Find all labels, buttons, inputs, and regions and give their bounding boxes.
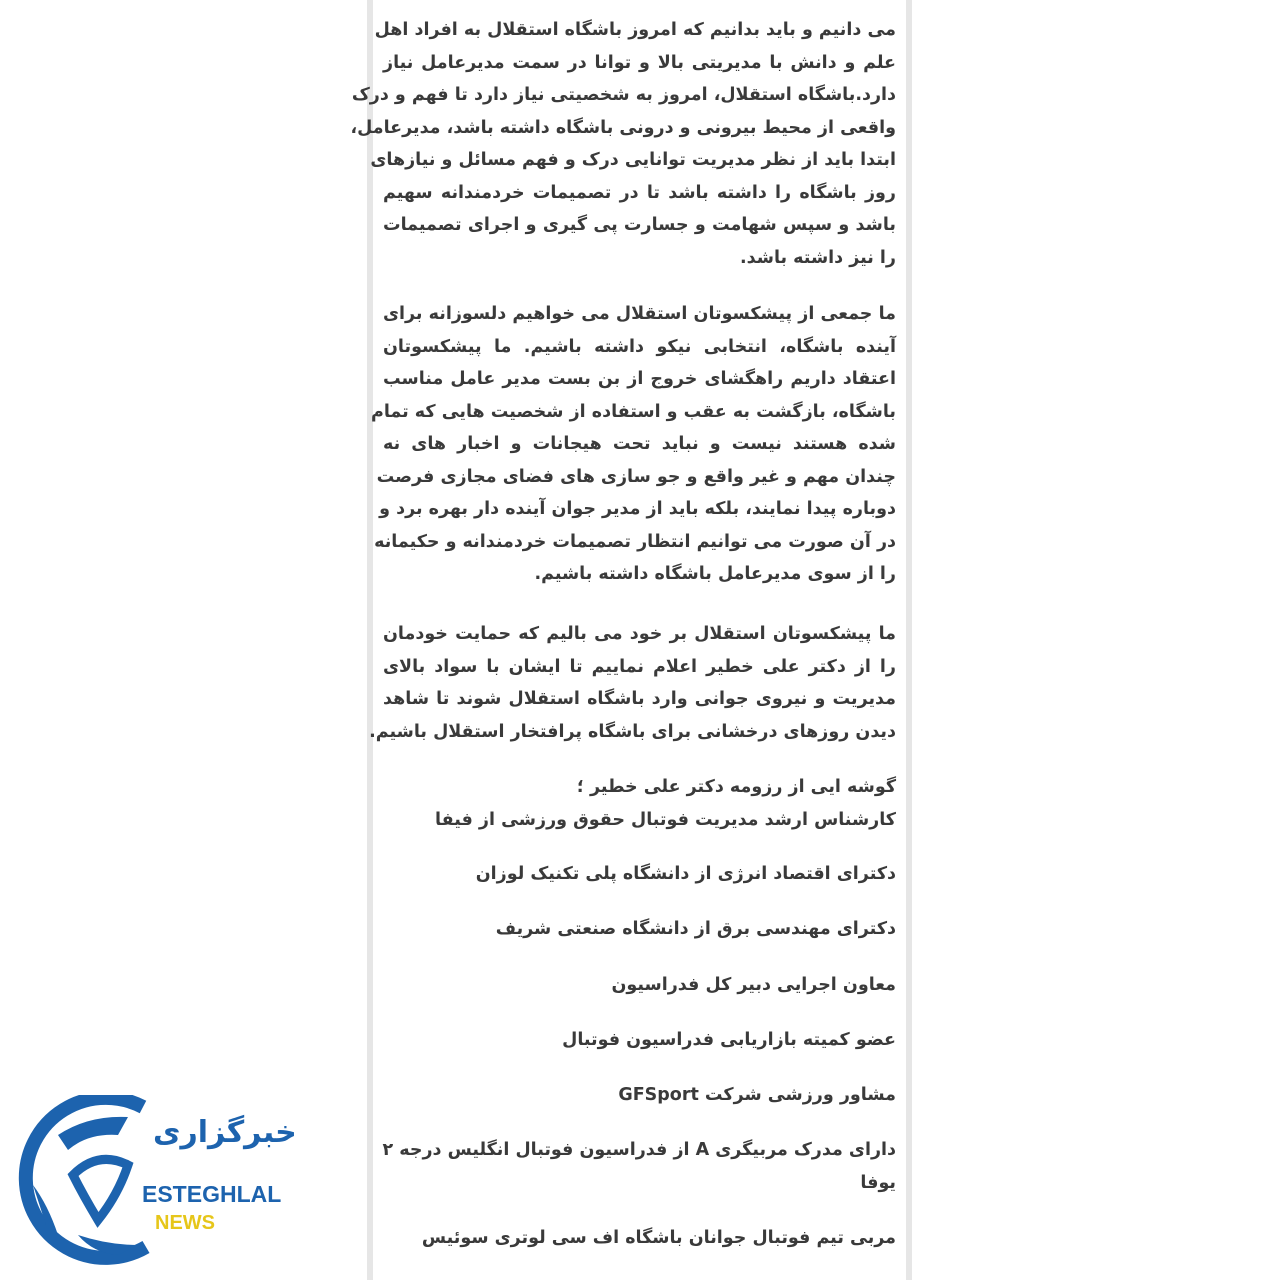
resume-item: دکترای مهندسی برق از دانشگاه صنعتی شریف	[495, 919, 896, 939]
text-line: باشگاه، بازگشت به عقب و استفاده از شخصیت هایی که تمام	[371, 401, 896, 422]
resume-heading: گوشه ایی از رزومه دکتر علی خطیر ؛	[576, 777, 896, 797]
resume-item: یوفا	[860, 1172, 896, 1193]
esteghlal-news-logo	[18, 1095, 297, 1265]
text-line: آینده باشگاه، انتخابی نیکو داشته باشیم. ما پیشکسوتان	[383, 336, 896, 357]
text-line: اعتقاد داریم راهگشای خروج از بن بست مدیر عامل مناسب	[383, 369, 896, 389]
resume-item: معاون اجرایی دبیر کل فدراسیون	[611, 975, 896, 995]
text-line: دوباره پیدا نمایند، بلکه باید از مدیر جوان آینده دار بهره برد و	[379, 499, 896, 519]
resume-item-block	[383, 913, 896, 946]
resume-item-block	[383, 1134, 896, 1199]
resume-item: مشاور ورزشی شرکت GFSport	[618, 1085, 896, 1105]
logo-persian-text: خبرگزاری	[153, 1115, 297, 1150]
resume-heading-block	[383, 771, 896, 836]
logo-name: ESTEGHLAL	[142, 1181, 282, 1207]
text-line: را از سوی مدیرعامل باشگاه داشته باشیم.	[534, 564, 896, 584]
text-line: در آن صورت می توانیم انتظار تصمیمات خردمندانه و حکیمانه	[374, 531, 896, 552]
text-line: روز باشگاه را داشته باشد تا در تصمیمات خردمندانه سهیم	[383, 182, 896, 203]
text-line: را نیز داشته باشد.	[739, 247, 896, 268]
text-line: را از دکتر علی خطیر اعلام نماییم تا ایشان با سواد بالای	[383, 656, 896, 677]
text-line: ابتدا باید از نظر مدیریت توانایی درک و فهم مسائل و نیازهای	[370, 150, 896, 170]
resume-item-block	[383, 858, 896, 891]
resume-item: مربی تیم فوتبال جوانان باشگاه اف سی لوتری سوئیس	[421, 1228, 896, 1248]
paragraph-2	[371, 298, 896, 591]
logo-sub: NEWS	[155, 1212, 215, 1234]
text-line: باشد و سپس شهامت و جسارت پی گیری و اجرای تصمیمات	[383, 215, 896, 235]
resume-item-block	[383, 1024, 896, 1057]
text-line: چندان مهم و غیر واقع و جو سازی های فضای مجازی فرصت	[376, 466, 896, 487]
resume-item-block	[383, 969, 896, 1002]
text-line: می دانیم و باید بدانیم که امروز باشگاه استقلال به افراد اهل	[374, 20, 896, 40]
text-line: واقعی از محیط بیرونی و درونی باشگاه داشته باشد، مدیرعامل،	[350, 117, 896, 138]
text-line: مدیریت و نیروی جوانی وارد باشگاه استقلال شوند تا شاهد	[383, 689, 896, 709]
text-line: ما جمعی از پیشکسوتان استقلال می خواهیم دلسوزانه برای	[383, 304, 896, 324]
text-line: دیدن روزهای درخشانی برای باشگاه پرافتخار استقلال باشیم.	[369, 721, 896, 742]
text-line: علم و دانش با مدیریتی بالا و توانا در سمت مدیرعامل نیاز	[383, 52, 896, 73]
resume-item-block	[383, 1079, 896, 1112]
resume-item: دکترای اقتصاد انرژی از دانشگاه پلی تکنیک لوزان	[475, 864, 896, 884]
text-line: شده هستند نیست و نباید تحت هیجانات و اخبار های نه	[383, 434, 896, 454]
paragraph-1	[350, 14, 896, 274]
text-line: دارد.باشگاه استقلال، امروز به شخصیتی نیاز دارد تا فهم و درک	[351, 85, 896, 105]
paragraph-3	[369, 618, 896, 748]
resume-item: دارای مدرک مربیگری A از فدراسیون فوتبال انگلیس درجه ۲	[382, 1140, 896, 1160]
text-line: ما پیشکسوتان استقلال بر خود می بالیم که حمایت خودمان	[383, 624, 896, 644]
resume-item: کارشناس ارشد مدیریت فوتبال حقوق ورزشی از فیفا	[435, 809, 896, 830]
resume-item: عضو کمیته بازاریابی فدراسیون فوتبال	[562, 1030, 896, 1050]
resume-item-block	[383, 1222, 896, 1255]
